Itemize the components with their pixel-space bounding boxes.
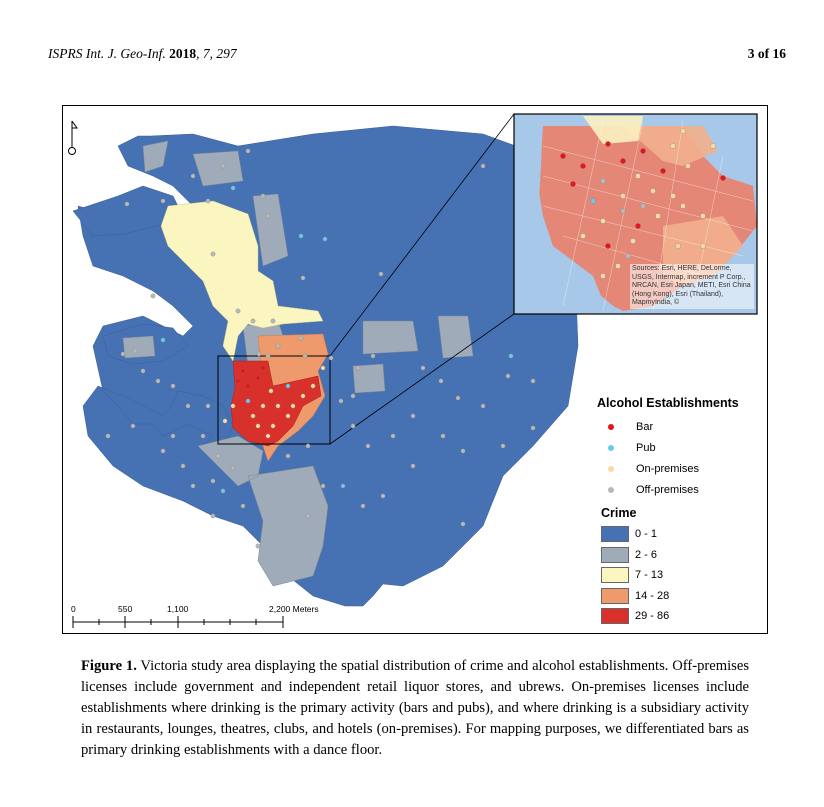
establishment-point [186, 404, 190, 408]
establishment-point [271, 319, 275, 323]
establishment-point [171, 384, 175, 388]
establishment-point [670, 193, 675, 198]
establishment-point [600, 218, 605, 223]
establishment-point [201, 434, 205, 438]
establishment-point [506, 374, 510, 378]
establishment-point [600, 273, 605, 278]
establishment-point [231, 466, 235, 470]
establishment-point [590, 198, 595, 203]
establishment-point [221, 489, 225, 493]
establishment-point [261, 404, 265, 408]
figure-caption-text: Victoria study area displaying the spatial distribution of crime and alcohol establishments. Off-premises licenses include government and independent retail liquor stores, and ubrews. On-premises licenses include establishments where drinking is the primary activity (bars and pubs), and where drinking is a subsidiary activity in restaurants, lounges, theatres, clubs, and hotels (on-premises). For mapping purposes, we differentiated bars as primary drinking establishments with a dance floor. [81, 658, 749, 758]
legend-label: Bar [636, 420, 654, 433]
establishment-point [261, 366, 265, 370]
legend-crime-class [597, 545, 767, 566]
establishment-point [125, 202, 129, 206]
establishment-point [121, 352, 125, 356]
establishment-point [323, 237, 327, 241]
establishment-point [276, 344, 280, 348]
map-figure [62, 105, 768, 634]
scale-label-1100: 1,100 [167, 604, 189, 614]
establishment-point [655, 213, 660, 218]
legend-item-off-premises [597, 479, 767, 500]
legend-crime-title: Crime [601, 506, 637, 520]
establishment-point [266, 354, 270, 358]
establishment-point [161, 199, 165, 203]
establishment-point [299, 234, 303, 238]
establishment-point [223, 419, 227, 423]
establishment-point [680, 203, 685, 208]
page-number: 3 of 16 [747, 46, 786, 61]
legend-item-pub [597, 437, 767, 458]
establishment-point [321, 366, 325, 370]
establishment-point [620, 158, 625, 163]
establishment-point [456, 396, 460, 400]
establishment-point [211, 514, 215, 518]
scale-label-550: 550 [118, 604, 133, 614]
establishment-point [301, 394, 305, 398]
establishment-point [379, 272, 383, 276]
establishment-point [635, 223, 640, 228]
establishment-point [461, 522, 465, 526]
establishment-point [156, 379, 160, 383]
establishment-point [286, 454, 290, 458]
establishment-point [501, 444, 505, 448]
establishment-point [257, 352, 261, 356]
establishment-point [329, 356, 333, 360]
establishment-point [625, 253, 630, 258]
legend-item-bar [597, 416, 767, 437]
establishment-point [301, 276, 305, 280]
establishment-point [371, 354, 375, 358]
legend-swatch [601, 547, 629, 563]
establishment-point [381, 494, 385, 498]
legend-dot-icon [608, 445, 614, 451]
establishment-point [311, 384, 315, 388]
establishment-point [231, 186, 235, 190]
establishment-point [620, 208, 625, 213]
legend-label: Off-premises [636, 483, 699, 496]
establishment-point [246, 399, 250, 403]
legend-swatch [601, 567, 629, 583]
establishment-point [256, 376, 260, 380]
establishment-point [615, 263, 620, 268]
establishment-point [286, 384, 290, 388]
scale-label-2200: 2,200 Meters [269, 604, 319, 614]
legend-crime-label: 29 - 86 [635, 610, 670, 623]
establishment-point [306, 514, 310, 518]
legend-item-on-premises [597, 458, 767, 479]
establishment-point [341, 484, 345, 488]
establishment-point [241, 504, 245, 508]
establishment-point [560, 153, 565, 158]
establishment-point [710, 143, 715, 148]
establishment-point [660, 168, 665, 173]
establishment-point [509, 354, 513, 358]
scale-bar [71, 604, 341, 634]
establishment-point [675, 243, 680, 248]
establishment-point [351, 394, 355, 398]
establishment-point [131, 424, 135, 428]
establishment-point [133, 349, 137, 353]
establishment-point [251, 414, 255, 418]
establishment-point [680, 128, 685, 133]
establishment-point [620, 193, 625, 198]
establishment-point [171, 434, 175, 438]
establishment-point [600, 178, 605, 183]
establishment-point [291, 404, 295, 408]
establishment-point [685, 163, 690, 168]
legend-crime-class [597, 606, 767, 627]
establishment-point [531, 379, 535, 383]
establishment-point [461, 449, 465, 453]
establishment-point [286, 414, 290, 418]
establishment-point [306, 444, 310, 448]
establishment-point [269, 389, 273, 393]
establishment-point [211, 479, 215, 483]
legend-crime-label: 0 - 1 [635, 528, 658, 541]
establishment-point [640, 203, 645, 208]
legend-crime-label: 14 - 28 [635, 589, 670, 602]
establishment-point [206, 199, 210, 203]
establishment-point [531, 426, 535, 430]
establishment-point [650, 188, 655, 193]
establishment-point [261, 194, 265, 198]
establishment-point [580, 163, 585, 168]
establishment-point [221, 164, 225, 168]
establishment-point [236, 379, 240, 383]
establishment-point [411, 414, 415, 418]
establishment-point [630, 238, 635, 243]
establishment-point [635, 173, 640, 178]
establishment-point [141, 369, 145, 373]
legend-crime-class [597, 524, 767, 545]
legend-crime-label: 7 - 13 [635, 569, 664, 582]
legend-establishments-title: Alcohol Establishments [597, 396, 739, 410]
establishment-point [106, 434, 110, 438]
establishment-point [720, 175, 725, 180]
establishment-point [246, 149, 250, 153]
establishment-point [361, 504, 365, 508]
establishment-point [391, 434, 395, 438]
legend-dot-icon [608, 424, 614, 430]
establishment-point [441, 434, 445, 438]
establishment-point [481, 404, 485, 408]
figure-label: Figure 1. [81, 658, 137, 674]
figure-caption [81, 656, 749, 761]
establishment-point [256, 544, 260, 548]
establishment-point [339, 399, 343, 403]
establishment-point [605, 141, 610, 146]
establishment-point [670, 143, 675, 148]
establishment-point [321, 484, 325, 488]
legend-label: On-premises [636, 462, 699, 475]
legend-swatch [601, 608, 629, 624]
legend-crime-label: 2 - 6 [635, 548, 658, 561]
establishment-point [580, 233, 585, 238]
page-header [48, 46, 786, 66]
establishment-point [191, 484, 195, 488]
establishment-point [266, 214, 270, 218]
establishment-point [151, 294, 155, 298]
establishment-point [236, 309, 240, 313]
legend-swatch [601, 526, 629, 542]
legend-dot-icon [608, 466, 614, 472]
establishment-point [266, 434, 270, 438]
establishment-point [216, 454, 220, 458]
establishment-point [181, 464, 185, 468]
legend-dot-icon [608, 487, 614, 493]
establishment-point [206, 404, 210, 408]
establishment-point [356, 366, 360, 370]
establishment-point [276, 404, 280, 408]
establishment-point [421, 366, 425, 370]
journal-citation: ISPRS Int. J. Geo-Inf. 2018, 7, 297 [48, 46, 237, 61]
establishment-point [481, 164, 485, 168]
establishment-point [570, 181, 575, 186]
establishment-point [366, 444, 370, 448]
establishment-point [211, 252, 215, 256]
establishment-point [271, 424, 275, 428]
establishment-point [161, 338, 165, 342]
establishment-point [246, 384, 250, 388]
establishment-point [411, 464, 415, 468]
establishment-point [191, 174, 195, 178]
establishment-point [640, 148, 645, 153]
establishment-point [241, 369, 245, 373]
establishment-point [351, 424, 355, 428]
map-legend [597, 396, 767, 627]
establishment-point [303, 354, 307, 358]
inset-attribution: Sources: Esri, HERE, DeLorme, USGS, Intermap, increment P Corp., NRCAN, Esri Japan, METI, Esri China (Hong Kong), Esri (Thailand), MapmyIndia, © [630, 264, 754, 309]
legend-crime-class [597, 565, 767, 586]
legend-label: Pub [636, 441, 656, 454]
establishment-point [700, 243, 705, 248]
establishment-point [231, 404, 235, 408]
scale-label-0: 0 [71, 604, 76, 614]
legend-swatch [601, 588, 629, 604]
establishment-point [256, 424, 260, 428]
establishment-point [161, 449, 165, 453]
establishment-point [700, 213, 705, 218]
establishment-point [439, 379, 443, 383]
establishment-point [251, 319, 255, 323]
establishment-point [605, 243, 610, 248]
legend-crime-class [597, 586, 767, 607]
establishment-point [299, 336, 303, 340]
